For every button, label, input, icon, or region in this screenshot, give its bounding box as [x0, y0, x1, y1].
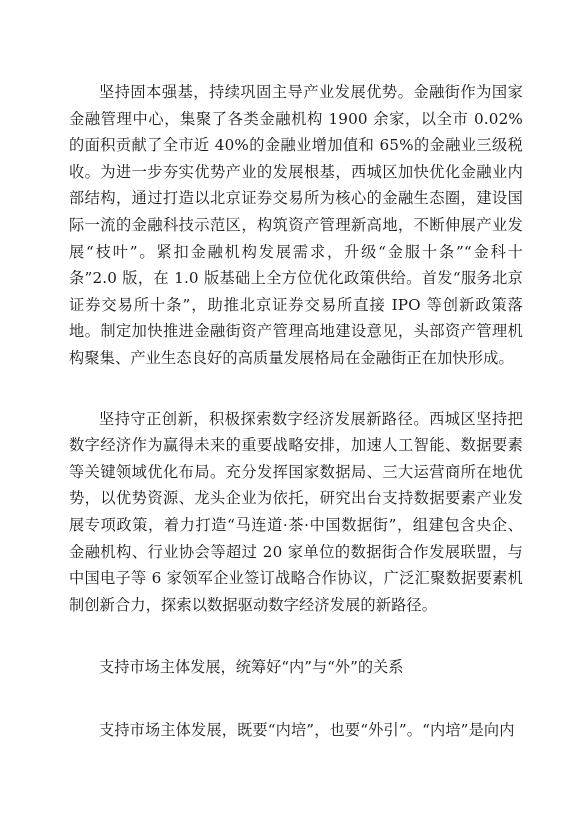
paragraph-market-entities: 支持市场主体发展，既要“内培”，也要“外引”。“内培”是向内	[99, 720, 515, 739]
document-body	[69, 63, 523, 743]
paragraph-digital-economy: 坚持守正创新，积极探索数字经济发展新路径。西城区坚持把数字经济作为赢得未来的重要战略安排，加速人工智能、数据要素等关键领域优化布局。充分发挥国家数据局、三大运营商所在地优势，以优势资源、龙头企业为依托，研究出台支持数据要素产业发展专项政策，着力打造“马连道·茶·中国数据街”，组建包含央企、金融机构、行业协会等超过 20 家单位的数据街合作发展联盟，与中国电子等 6 家领军企业签订战略合作协议，广泛汇聚数据要素机制创新合力，探索以数据驱动数字经济发展的新路径。	[69, 409, 523, 614]
paragraph-finance: 坚持固本强基，持续巩固主导产业发展优势。金融街作为国家金融管理中心，集聚了各类金融机构 1900 余家，以全市 0.02%的面积贡献了全市近 40%的金融业增加值和 65%的金融业三级税收。为进一步夯实优势产业的发展根基，西城区加快优化金融业内部结构，通过打造以北京证券交易所为核心的金融生态圈，建设国际一流的金融科技示范区，构筑资产管理新高地，不断伸展产业发展“枝叶”。紧扣金融机构发展需求，升级“金服十条”“金科十条”2.0 版，在 1.0 版基础上全方位优化政策供给。首发“服务北京证券交易所十条”，助推北京证券交易所直接 IPO 等创新政策落地。制定加快推进金融街资产管理高地建设意见，头部资产管理机构聚集、产业生态良好的高质量发展格局在金融街正在加快形成。	[69, 83, 523, 367]
section-heading: 支持市场主体发展，统筹好“内”与“外”的关系	[99, 658, 404, 677]
